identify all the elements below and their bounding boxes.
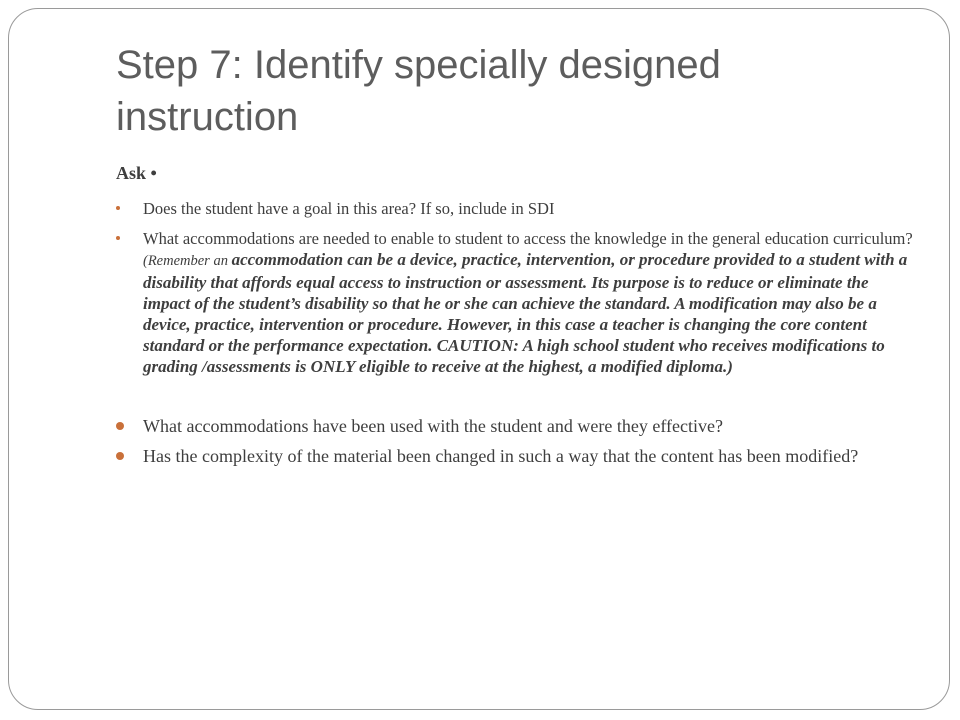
bullet-item-complexity (116, 445, 916, 467)
bullet-text: What accommodations are needed to enable to student to access the knowledge in the general education curriculum? (143, 229, 913, 248)
bullet-text: Has the complexity of the material been changed in such a way that the content has been modified? (143, 446, 859, 466)
slide-body (116, 163, 916, 475)
bullet-item-accommodations-needed (116, 228, 916, 377)
small-bullet-list (116, 198, 916, 377)
bullet-item-goal (116, 198, 916, 219)
bullet-text: Does the student have a goal in this area? If so, include in SDI (143, 199, 555, 218)
note-body: accommodation can be a device, practice, intervention, or procedure provided to a student with a disability that affords equal access to instruction or assessment. Its purpose is to reduce or eliminate the impact of the student’s disability so that he or she can achieve the standard. A modification may also be a device, practice, intervention or procedure. However, in this case a teacher is changing the core content standard or the performance expectation. CAUTION: A high school student who receives modifications to grading /assessments is ONLY eligible to receive at the highest, a modified diploma.) (143, 250, 908, 376)
note-intro: (Remember an (143, 253, 232, 269)
slide-frame (8, 8, 950, 710)
slide-title: Step 7: Identify specially designed instruction (116, 43, 721, 139)
spacer (116, 386, 916, 415)
bullet-text: What accommodations have been used with the student and were they effective? (143, 416, 723, 436)
bullet-item-accommodations-used (116, 415, 916, 437)
ask-label: Ask • (116, 163, 157, 183)
large-bullet-list (116, 415, 916, 467)
